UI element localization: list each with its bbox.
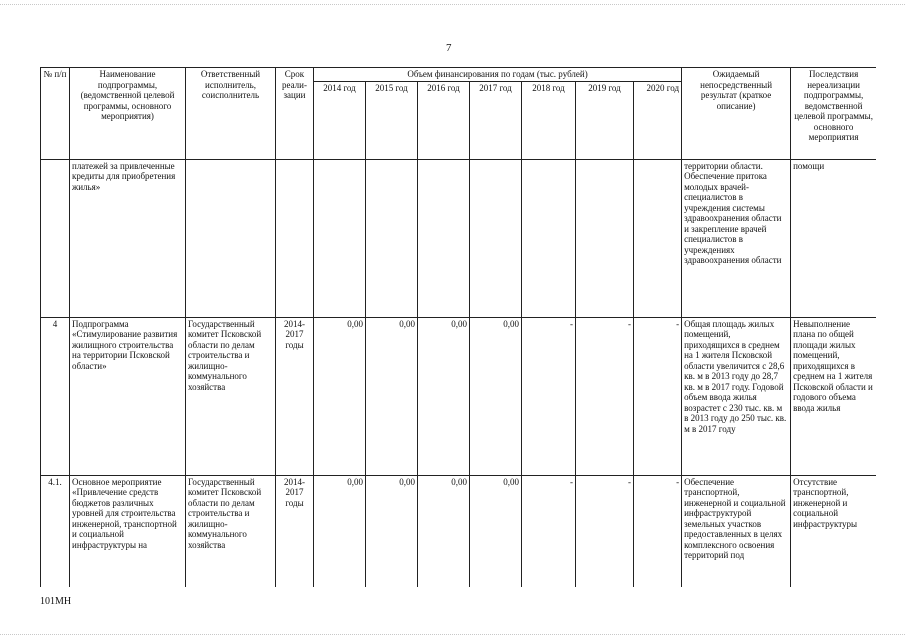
- row-number: 4.1.: [41, 475, 70, 587]
- header-year-2018: 2018 год: [522, 81, 576, 159]
- row-value-2017: 0,00: [470, 317, 522, 475]
- row-executor: Государственный комитет Псковской области по делам строительства и жилищно-коммунального хозяйства: [186, 475, 276, 587]
- table-row: [41, 159, 877, 317]
- row-value-2018: [522, 159, 576, 317]
- row-executor: [186, 159, 276, 317]
- row-consequence: помощи: [791, 159, 876, 317]
- table-row: [41, 475, 877, 587]
- row-value-2020: [634, 159, 682, 317]
- header-name: Наименование подпрограммы, (ведомственной целевой программы, основного мероприятия): [70, 68, 186, 160]
- row-value-2016: 0,00: [418, 317, 470, 475]
- row-name: Основное мероприятие «Привлечение средств бюджетов различных уровней для строительства инженерной, транспортной и социальной инфраструктуры на: [70, 475, 186, 587]
- row-value-2015: [366, 159, 418, 317]
- row-value-2018: -: [522, 475, 576, 587]
- header-year-2014: 2014 год: [314, 81, 366, 159]
- row-value-2020: -: [634, 475, 682, 587]
- row-value-2018: -: [522, 317, 576, 475]
- row-value-2014: 0,00: [314, 475, 366, 587]
- header-year-2020: 2020 год: [634, 81, 682, 159]
- header-year-2017: 2017 год: [470, 81, 522, 159]
- row-value-2014: [314, 159, 366, 317]
- row-result: Обеспечение транспортной, инженерной и социальной инфраструктурой земельных участков предоставленных в целях комплексного освоения территорий под: [682, 475, 791, 587]
- header-funding: Объем финансирования по годам (тыс. рублей): [314, 68, 682, 82]
- row-value-2019: -: [576, 475, 634, 587]
- header-consequence: Последствия нереализации подпрограммы, ведомственной целевой программы, основного мероприятия: [791, 68, 876, 160]
- row-number: 4: [41, 317, 70, 475]
- row-value-2015: 0,00: [366, 475, 418, 587]
- row-term: 2014-2017 годы: [276, 475, 314, 587]
- row-term: 2014-2017 годы: [276, 317, 314, 475]
- row-value-2017: 0,00: [470, 475, 522, 587]
- row-consequence: Отсутствие транспортной, инженерной и социальной инфраструктуры: [791, 475, 876, 587]
- header-row-1: [41, 68, 877, 82]
- row-number: [41, 159, 70, 317]
- page-number: 7: [446, 42, 452, 54]
- row-name: Подпрограмма «Стимулирование развития жилищного строительства на территории Псковской области»: [70, 317, 186, 475]
- header-result: Ожидаемый непосредственный результат (краткое описание): [682, 68, 791, 160]
- bottom-edge-line: [0, 634, 905, 635]
- header-year-2015: 2015 год: [366, 81, 418, 159]
- financing-table-container: [40, 67, 876, 587]
- header-no: № п/п: [41, 68, 70, 160]
- row-value-2019: -: [576, 317, 634, 475]
- row-value-2019: [576, 159, 634, 317]
- row-name: платежей за привлеченные кредиты для приобретения жилья»: [70, 159, 186, 317]
- row-result: Общая площадь жилых помещений, приходящихся в среднем на 1 жителя Псковской области увеличится с 28,6 кв. м в 2013 году до 28,7 кв. м в 2017 году. Годовой объем ввода жилья возрастет с 230 тыс. кв. м в 2013 году до 250 тыс. кв. м в 2017 году: [682, 317, 791, 475]
- row-consequence: Невыполнение плана по общей площади жилых помещений, приходящихся в среднем на 1 жителя Псковской области и годового объема ввода жилья: [791, 317, 876, 475]
- financing-table: [40, 67, 876, 587]
- row-value-2014: 0,00: [314, 317, 366, 475]
- row-value-2020: -: [634, 317, 682, 475]
- top-edge-line: [0, 4, 905, 5]
- header-executor: Ответственный исполнитель, соисполнитель: [186, 68, 276, 160]
- table-row: [41, 317, 877, 475]
- footer-code: 101МН: [40, 596, 72, 607]
- header-year-2016: 2016 год: [418, 81, 470, 159]
- row-value-2017: [470, 159, 522, 317]
- header-year-2019: 2019 год: [576, 81, 634, 159]
- header-term: Срок реали-зации: [276, 68, 314, 160]
- row-value-2015: 0,00: [366, 317, 418, 475]
- row-executor: Государственный комитет Псковской области по делам строительства и жилищно-коммунального хозяйства: [186, 317, 276, 475]
- row-term: [276, 159, 314, 317]
- row-value-2016: 0,00: [418, 475, 470, 587]
- row-result: территории области. Обеспечение притока молодых врачей-специалистов в учреждения системы здравоохранения области и закрепление врачей специалистов в учреждениях здравоохранения области: [682, 159, 791, 317]
- row-value-2016: [418, 159, 470, 317]
